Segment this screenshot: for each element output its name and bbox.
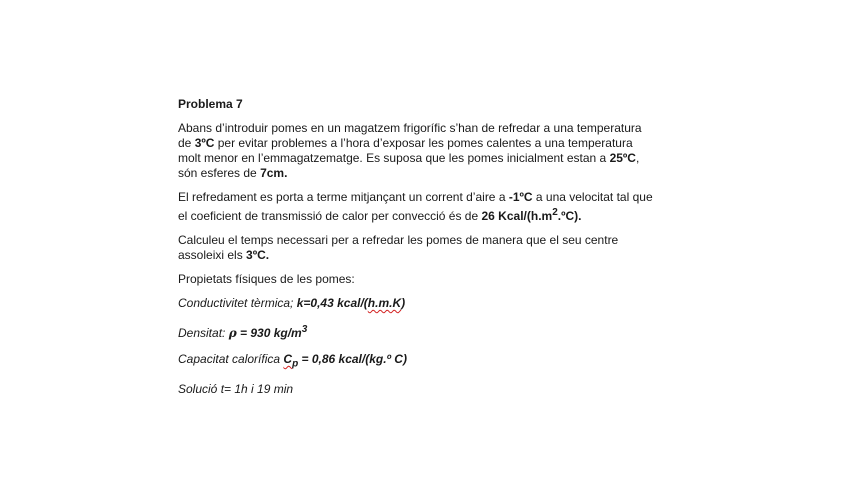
solution-line	[178, 382, 658, 397]
heat-capacity-label: Capacitat calorífica	[178, 352, 284, 366]
spellcheck-underline: C	[283, 352, 293, 366]
statement-text: Abans d’introduir pomes en un magatzem frigorífic s’han de refredar a una temperatura de	[178, 121, 642, 150]
target-temperature: 3ºC	[194, 136, 215, 150]
density-line	[178, 322, 658, 341]
convection-coefficient: 26 Kcal/$(h.m^2.ºC)$.	[481, 207, 582, 223]
question-paragraph	[178, 233, 658, 263]
initial-temperature: 25ºC	[609, 151, 636, 165]
problem-statement-paragraph	[178, 121, 658, 181]
cooling-text: a una velocitat tal que el coeficient de transmissió de calor per convecció és de	[178, 190, 653, 223]
density-label: Densitat:	[178, 326, 229, 340]
sphere-diameter: 7cm.	[260, 166, 288, 180]
heat-capacity-line	[178, 352, 658, 371]
rho-symbol: ρ	[228, 326, 237, 340]
solution-label: Solució	[178, 382, 221, 397]
density-value: ρ = 930 $kg/m^3$	[228, 324, 308, 340]
statement-text: , són esferes de	[178, 151, 640, 180]
question-text: Calculeu el temps necessari per a refredar les pomes de manera que el seu centre assoleixi els	[178, 233, 619, 262]
air-temperature: -1ºC	[508, 190, 533, 204]
properties-heading: Propietats físiques de les pomes:	[178, 272, 355, 286]
spellcheck-underline: h.m.K	[367, 296, 402, 310]
center-target-temperature: 3ºC.	[246, 248, 270, 262]
heat-capacity-value: $C_p = 0,86$ kcal/(kg.º C)	[283, 352, 407, 370]
document-page	[178, 97, 658, 408]
conductivity-label: Conductivitet tèrmica;	[178, 296, 297, 310]
solution-value: t= 1h i 19 min	[220, 382, 294, 397]
conductivity-value: k=0,43 kcal/(h.m.K)	[296, 296, 406, 310]
problem-title: Problema 7	[178, 97, 243, 111]
cooling-paragraph	[178, 190, 658, 224]
cooling-text: El refredament es porta a terme mitjançant un corrent d’aire a	[178, 190, 509, 204]
thermal-conductivity-line	[178, 296, 658, 311]
statement-text: per evitar problemes a l’hora d’exposar les pomes calentes a una temperatura molt menor en l’emmagatzematge. Es suposa que les pomes inicialment estan a	[178, 136, 633, 165]
